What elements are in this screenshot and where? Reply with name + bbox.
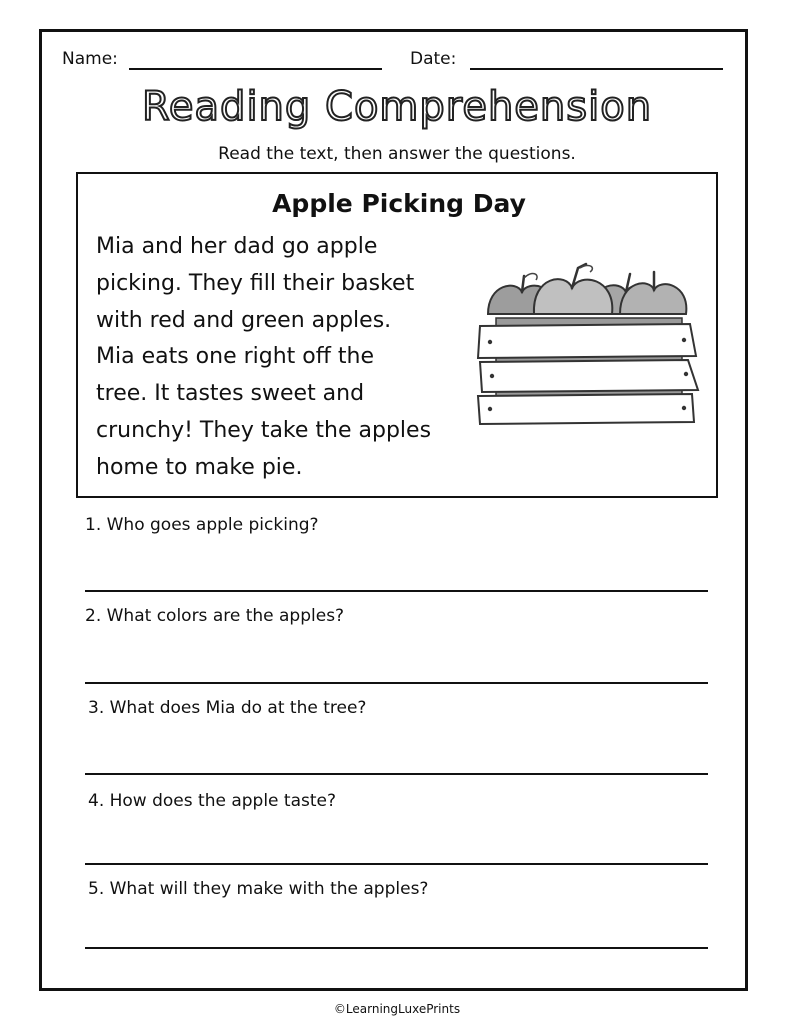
answer-line-2 <box>85 682 708 684</box>
date-line <box>470 68 723 70</box>
story-line: Mia eats one right off the <box>96 344 374 369</box>
question-1: 1. Who goes apple picking? <box>85 515 319 535</box>
question-5: 5. What will they make with the apples? <box>88 879 429 899</box>
instruction-text: Read the text, then answer the questions. <box>218 144 576 164</box>
story-line: with red and green apples. <box>96 308 392 333</box>
question-3: 3. What does Mia do at the tree? <box>88 698 367 718</box>
copyright-footer: ©LearningLuxePrints <box>333 1002 461 1016</box>
date-label: Date: <box>410 49 457 69</box>
page-title: Reading Comprehension <box>141 84 653 130</box>
name-line <box>129 68 382 70</box>
story-title: Apple Picking Day <box>272 189 526 218</box>
story-line: Mia and her dad go apple <box>96 234 378 259</box>
story-line: tree. It tastes sweet and <box>96 381 365 406</box>
story-line: home to make pie. <box>96 455 303 480</box>
story-box <box>76 172 718 498</box>
answer-line-4 <box>85 863 708 865</box>
answer-line-5 <box>85 947 708 949</box>
answer-line-1 <box>85 590 708 592</box>
apple-crate-icon <box>474 258 704 428</box>
story-line: picking. They fill their basket <box>96 271 415 296</box>
question-4: 4. How does the apple taste? <box>88 791 337 811</box>
answer-line-3 <box>85 773 708 775</box>
story-line: crunchy! They take the apples <box>96 418 432 443</box>
name-label: Name: <box>62 49 118 69</box>
question-2: 2. What colors are the apples? <box>85 606 345 626</box>
